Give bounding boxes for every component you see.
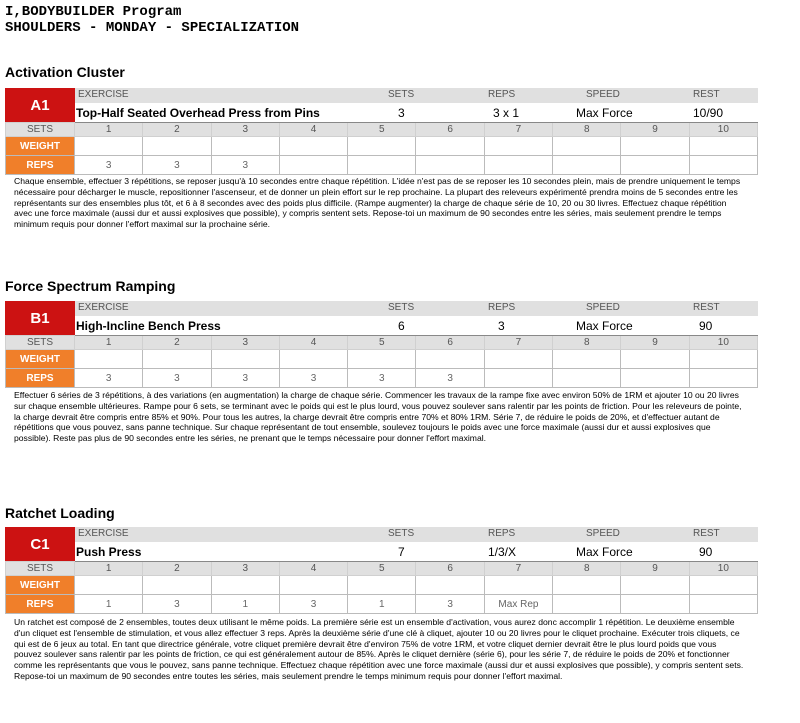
weight-cell[interactable] xyxy=(621,576,689,595)
set-number: 4 xyxy=(279,336,347,350)
set-log-table xyxy=(5,561,758,614)
col-speed: SPEED xyxy=(586,528,620,539)
set-number: 6 xyxy=(416,123,484,137)
weight-cell[interactable] xyxy=(416,576,484,595)
reps-cell[interactable] xyxy=(348,156,416,175)
sets-label: SETS xyxy=(6,123,75,137)
set-number: 2 xyxy=(143,562,211,576)
reps-cell[interactable]: 3 xyxy=(416,595,484,614)
reps-cell[interactable] xyxy=(553,156,621,175)
col-reps: REPS xyxy=(488,528,516,539)
weight-cell[interactable] xyxy=(348,350,416,369)
weight-cell[interactable] xyxy=(553,137,621,156)
col-sets: SETS xyxy=(388,302,415,313)
set-number: 3 xyxy=(211,562,279,576)
reps-cell[interactable] xyxy=(689,369,757,388)
reps-cell[interactable]: 3 xyxy=(143,595,211,614)
weight-label: WEIGHT xyxy=(6,137,75,156)
reps-cell[interactable]: 3 xyxy=(211,369,279,388)
sets-label: SETS xyxy=(6,336,75,350)
col-sets: SETS xyxy=(388,89,415,100)
set-number: 6 xyxy=(416,562,484,576)
col-speed: SPEED xyxy=(586,302,620,313)
set-number: 10 xyxy=(689,562,757,576)
set-number: 7 xyxy=(484,562,552,576)
weight-label: WEIGHT xyxy=(6,350,75,369)
col-rest: REST xyxy=(693,89,720,100)
reps-cell[interactable]: 3 xyxy=(143,156,211,175)
exercise-column-headers xyxy=(75,527,758,542)
weight-cell[interactable] xyxy=(484,137,552,156)
section-title: Activation Cluster xyxy=(5,64,125,80)
program-subtitle: SHOULDERS - MONDAY - SPECIALIZATION xyxy=(5,20,300,36)
weight-cell[interactable] xyxy=(75,350,143,369)
weight-label: WEIGHT xyxy=(6,576,75,595)
reps-cell[interactable] xyxy=(484,156,552,175)
exercise-name: High-Incline Bench Press xyxy=(76,319,221,333)
reps-cell[interactable]: 3 xyxy=(416,369,484,388)
set-number: 4 xyxy=(279,562,347,576)
reps-cell[interactable]: Max Rep xyxy=(484,595,552,614)
weight-cell[interactable] xyxy=(416,137,484,156)
section-title: Ratchet Loading xyxy=(5,505,115,521)
exercise-block-b1 xyxy=(5,301,758,388)
reps-cell[interactable]: 3 xyxy=(211,156,279,175)
set-number: 1 xyxy=(75,123,143,137)
weight-cell[interactable] xyxy=(279,576,347,595)
exercise-column-headers xyxy=(75,301,758,316)
weight-cell[interactable] xyxy=(621,137,689,156)
exercise-code-badge: A1 xyxy=(5,88,75,122)
program-header xyxy=(5,4,299,36)
exercise-rest: 90 xyxy=(699,545,713,559)
col-reps: REPS xyxy=(488,89,516,100)
reps-cell[interactable] xyxy=(553,369,621,388)
section-description: Chaque ensemble, effectuer 3 répétitions, se reposer jusqu'à 10 secondes entre chaque répétition. L'idée n'est pas de se reposer les 10 secondes plein, mais de prendre uniquement le temps nécessaire pour décharger le muscle, repositionner l'ascenseur, et de donner un plein effort sur le rep prochaine. La plupart des releveurs expérimenté prendra moins de 5 secondes entre les représentants sur des ensembles plus tôt, et 6 à 8 secondes avec des poids plus difficile. (Rampe augmenter) la charge de chaque série de 10, 20 ou 30 livres. Effectuez chaque répétition avec une force maximale (aussi dur et aussi explosives que possible), y compris sentent sets. Repose-toi un maximum de 90 secondes entre les séries, mais seulement prendre le temps minimum requis pour donner l'effort maximal sur la prochaine série. xyxy=(14,176,741,230)
set-number: 3 xyxy=(211,123,279,137)
exercise-sets: 6 xyxy=(398,319,405,333)
set-log-table xyxy=(5,122,758,175)
reps-cell[interactable] xyxy=(416,156,484,175)
set-number: 8 xyxy=(553,336,621,350)
set-number: 8 xyxy=(553,562,621,576)
section-description: Un ratchet est composé de 2 ensembles, toutes deux utilisant le même poids. La première série est un ensemble d'activation, vous aurez donc accomplir 1 répétition. Le deuxième ensemble d'un cliquet est l'ensemble de stimulation, et vous allez effectuer 3 reps. Après la deuxième série d'une clé à cliquet, ajouter 10 ou 20 livres pour le cliquet prochaine. Exécuter trois cliquets, ce qui est de 6 jeux au total. En tant que directrice générale, votre cliquet première devrait être d'environ 75% de votre 1RM, et votre cliquet dernier devrait être le plus lourd poids que vous pouvez soulever sans ralentir par les points de friction, ce qui est généralement autour de 85%. Après le cliquet dernière (série 6), pour les série 7, de réduire le poids de 20% et fonctionner comme les représentants que vous le pouvez, sans panne technique. Effectuez chaque répétition avec une force maximale (aussi dur et aussi explosives que possible), y compris sentent sets. Repose-toi un maximum de 90 secondes entre toutes les séries, mais seulement prendre le temps minimum requis pour donner l'effort maximal. xyxy=(14,617,744,681)
set-number: 10 xyxy=(689,336,757,350)
weight-cell[interactable] xyxy=(143,350,211,369)
set-number: 9 xyxy=(621,123,689,137)
exercise-code-badge: B1 xyxy=(5,301,75,335)
weight-cell[interactable] xyxy=(621,350,689,369)
exercise-reps: 3 x 1 xyxy=(493,106,520,120)
weight-cell[interactable] xyxy=(689,137,757,156)
weight-cell[interactable] xyxy=(348,137,416,156)
col-rest: REST xyxy=(693,528,720,539)
col-reps: REPS xyxy=(488,302,516,313)
exercise-sets: 7 xyxy=(398,545,405,559)
exercise-name: Push Press xyxy=(76,545,142,559)
exercise-speed: Max Force xyxy=(576,319,633,333)
weight-cell[interactable] xyxy=(75,137,143,156)
set-number: 4 xyxy=(279,123,347,137)
weight-cell[interactable] xyxy=(416,350,484,369)
exercise-speed: Max Force xyxy=(576,545,633,559)
exercise-column-headers xyxy=(75,88,758,103)
set-number: 5 xyxy=(348,123,416,137)
set-number: 1 xyxy=(75,336,143,350)
weight-cell[interactable] xyxy=(348,576,416,595)
exercise-row xyxy=(5,527,758,561)
col-speed: SPEED xyxy=(586,89,620,100)
set-number: 7 xyxy=(484,336,552,350)
reps-cell[interactable]: 3 xyxy=(279,369,347,388)
reps-cell[interactable] xyxy=(621,369,689,388)
exercise-sets: 3 xyxy=(398,106,405,120)
col-sets: SETS xyxy=(388,528,415,539)
reps-cell[interactable] xyxy=(621,595,689,614)
reps-cell[interactable] xyxy=(484,369,552,388)
set-number: 5 xyxy=(348,562,416,576)
reps-cell[interactable]: 1 xyxy=(348,595,416,614)
set-number: 9 xyxy=(621,562,689,576)
col-exercise: EXERCISE xyxy=(78,302,129,313)
exercise-block-c1 xyxy=(5,527,758,614)
set-log-table xyxy=(5,335,758,388)
reps-cell[interactable]: 3 xyxy=(75,369,143,388)
reps-cell[interactable] xyxy=(279,156,347,175)
weight-cell[interactable] xyxy=(211,350,279,369)
weight-cell[interactable] xyxy=(279,350,347,369)
set-number: 2 xyxy=(143,123,211,137)
reps-cell[interactable] xyxy=(689,156,757,175)
weight-cell[interactable] xyxy=(143,576,211,595)
exercise-code-badge: C1 xyxy=(5,527,75,561)
exercise-reps: 3 xyxy=(498,319,505,333)
sets-label: SETS xyxy=(6,562,75,576)
exercise-rest: 90 xyxy=(699,319,713,333)
weight-cell[interactable] xyxy=(553,576,621,595)
exercise-row xyxy=(5,301,758,335)
set-number: 10 xyxy=(689,123,757,137)
section-description: Effectuer 6 séries de 3 répétitions, à des variations (en augmentation) la charge de chaque série. Commencer les travaux de la rampe fixe avec environ 50% de 1RM et ajouter 10 ou 20 livres sur chaque ensemble ultérieures. Rampe pour 6 sets, se terminant avec le poids qui est le plus lourd, vous pouvez soulever sans ralentir par les points de friction. Pour les releveurs de pointe, la charge devrait être compris entre 85% et 90%. Pour tous les autres, la charge devrait être compris entre 70% et 80% 1RM. Série 7, de réduire le poids de 20%, et d'effectuer autant de répétitions que vous pouvez, sans panne technique. Sur chaque représentant de tout ensemble, soulevez toujours le poids avec une force maximale (aussi dur et aussi explosives que possible). Reste pas plus de 90 secondes entre les séries, ne prenant que le temps nécessaire pour donner l'effort maximal. xyxy=(14,390,742,444)
reps-cell[interactable]: 3 xyxy=(279,595,347,614)
exercise-row xyxy=(5,88,758,122)
weight-cell[interactable] xyxy=(75,576,143,595)
exercise-rest: 10/90 xyxy=(693,106,724,120)
set-number: 3 xyxy=(211,336,279,350)
weight-cell[interactable] xyxy=(143,137,211,156)
col-exercise: EXERCISE xyxy=(78,89,129,100)
weight-cell[interactable] xyxy=(484,576,552,595)
set-number: 8 xyxy=(553,123,621,137)
set-number: 6 xyxy=(416,336,484,350)
weight-cell[interactable] xyxy=(689,350,757,369)
reps-label: REPS xyxy=(6,369,75,388)
weight-cell[interactable] xyxy=(689,576,757,595)
exercise-values xyxy=(75,316,758,336)
reps-cell[interactable]: 3 xyxy=(348,369,416,388)
section-title: Force Spectrum Ramping xyxy=(5,278,176,294)
reps-cell[interactable] xyxy=(621,156,689,175)
exercise-block-a1 xyxy=(5,88,758,175)
exercise-values xyxy=(75,103,758,123)
exercise-values xyxy=(75,542,758,562)
reps-cell[interactable]: 1 xyxy=(75,595,143,614)
set-number: 7 xyxy=(484,123,552,137)
reps-cell[interactable]: 3 xyxy=(143,369,211,388)
col-rest: REST xyxy=(693,302,720,313)
weight-cell[interactable] xyxy=(211,137,279,156)
set-number: 9 xyxy=(621,336,689,350)
reps-label: REPS xyxy=(6,156,75,175)
reps-cell[interactable] xyxy=(689,595,757,614)
weight-cell[interactable] xyxy=(279,137,347,156)
weight-cell[interactable] xyxy=(553,350,621,369)
set-number: 5 xyxy=(348,336,416,350)
weight-cell[interactable] xyxy=(484,350,552,369)
set-number: 1 xyxy=(75,562,143,576)
exercise-speed: Max Force xyxy=(576,106,633,120)
exercise-name: Top-Half Seated Overhead Press from Pins xyxy=(76,106,320,120)
reps-cell[interactable]: 3 xyxy=(75,156,143,175)
exercise-reps: 1/3/X xyxy=(488,545,517,559)
program-title: I,BODYBUILDER Program xyxy=(5,4,182,20)
reps-label: REPS xyxy=(6,595,75,614)
reps-cell[interactable] xyxy=(553,595,621,614)
reps-cell[interactable]: 1 xyxy=(211,595,279,614)
set-number: 2 xyxy=(143,336,211,350)
col-exercise: EXERCISE xyxy=(78,528,129,539)
weight-cell[interactable] xyxy=(211,576,279,595)
